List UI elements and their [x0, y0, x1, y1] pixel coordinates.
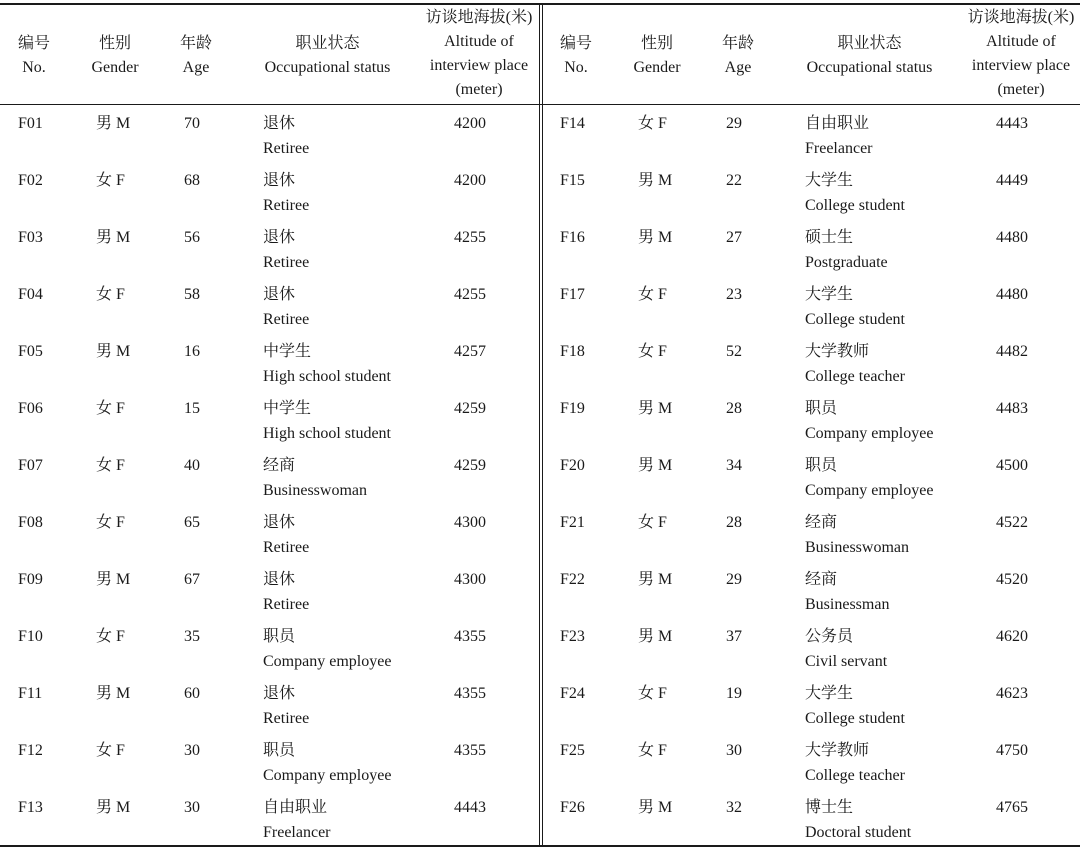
row-no: F04	[18, 286, 43, 303]
row-occupation-en: College teacher	[805, 767, 905, 784]
row-occupation-en: Retiree	[263, 140, 310, 157]
row-age: 15	[184, 400, 200, 417]
row-altitude: 4355	[454, 685, 486, 702]
row-occupation	[805, 567, 889, 617]
row-no: F05	[18, 343, 43, 360]
table-row	[0, 105, 540, 162]
row-occupation-zh: 自由职业	[805, 115, 870, 132]
row-occupation-en: College student	[805, 311, 905, 328]
table-row	[0, 333, 540, 390]
row-occupation-en: Company employee	[263, 767, 392, 784]
row-gender: 女 F	[638, 286, 667, 303]
header-no-zh: 编号	[17, 35, 50, 52]
row-occupation	[805, 282, 905, 332]
row-occupation-zh: 大学生	[805, 286, 854, 303]
header-age-zh: 年龄	[721, 35, 754, 52]
row-no: F21	[560, 514, 585, 531]
row-age: 35	[184, 628, 200, 645]
row-occupation-zh: 硕士生	[805, 229, 854, 246]
header-gender-en: Gender	[633, 59, 681, 76]
row-altitude: 4765	[996, 799, 1028, 816]
row-age: 29	[726, 571, 742, 588]
table-row	[542, 675, 1080, 732]
header-no-en: No.	[22, 59, 46, 76]
row-gender: 女 F	[638, 742, 667, 759]
row-gender: 男 M	[96, 799, 131, 816]
header-altitude-zh: 访谈地海拔(米)	[967, 9, 1075, 26]
row-gender: 女 F	[638, 343, 667, 360]
header-occupation-en: Occupational status	[264, 59, 391, 76]
row-occupation-zh: 大学生	[805, 685, 854, 702]
row-age: 28	[726, 514, 742, 531]
row-occupation-en: Businesswoman	[263, 482, 367, 499]
row-altitude: 4255	[454, 229, 486, 246]
row-no: F23	[560, 628, 585, 645]
row-altitude: 4259	[454, 457, 486, 474]
row-altitude: 4300	[454, 571, 486, 588]
row-no: F13	[18, 799, 43, 816]
table-row	[542, 333, 1080, 390]
row-age: 67	[184, 571, 200, 588]
row-occupation-en: Freelancer	[263, 824, 331, 841]
row-altitude: 4255	[454, 286, 486, 303]
table-row	[0, 219, 540, 276]
header-age-zh: 年龄	[179, 35, 212, 52]
table-row	[0, 789, 540, 846]
row-altitude: 4520	[996, 571, 1028, 588]
row-altitude: 4623	[996, 685, 1028, 702]
table-row	[542, 162, 1080, 219]
row-altitude: 4355	[454, 628, 486, 645]
table-row	[0, 162, 540, 219]
row-age: 16	[184, 343, 200, 360]
row-occupation	[263, 339, 391, 389]
row-altitude: 4620	[996, 628, 1028, 645]
row-altitude: 4480	[996, 229, 1028, 246]
row-occupation-zh: 退休	[263, 229, 296, 246]
row-no: F03	[18, 229, 43, 246]
row-altitude: 4449	[996, 172, 1028, 189]
header-gender	[622, 32, 692, 80]
header-gender-zh: 性别	[640, 35, 673, 52]
row-gender: 女 F	[96, 400, 125, 417]
row-occupation	[805, 339, 905, 389]
table-row	[0, 276, 540, 333]
row-occupation-en: Freelancer	[805, 140, 873, 157]
row-age: 27	[726, 229, 742, 246]
row-gender: 男 M	[638, 571, 673, 588]
row-gender: 男 M	[96, 685, 131, 702]
row-age: 29	[726, 115, 742, 132]
row-no: F16	[560, 229, 585, 246]
row-no: F10	[18, 628, 43, 645]
row-no: F01	[18, 115, 43, 132]
row-gender: 男 M	[96, 115, 131, 132]
table-row	[542, 105, 1080, 162]
row-occupation	[805, 168, 905, 218]
header-altitude	[957, 6, 1080, 102]
row-no: F26	[560, 799, 585, 816]
table-row	[0, 504, 540, 561]
header-no	[554, 32, 598, 80]
row-occupation-en: Businessman	[805, 596, 890, 613]
table-row	[0, 390, 540, 447]
row-occupation	[263, 453, 367, 503]
table-row	[542, 504, 1080, 561]
header-altitude-en: Altitude of	[986, 33, 1056, 50]
header-altitude-en: interview place	[429, 57, 529, 74]
header-altitude-unit: (meter)	[997, 81, 1045, 98]
row-age: 60	[184, 685, 200, 702]
row-gender: 女 F	[96, 172, 125, 189]
header-no-zh: 编号	[559, 35, 592, 52]
table-row	[0, 618, 540, 675]
table-row	[542, 219, 1080, 276]
header-occupation	[787, 32, 952, 80]
row-age: 28	[726, 400, 742, 417]
row-gender: 女 F	[96, 286, 125, 303]
row-occupation-en: Retiree	[263, 596, 310, 613]
row-altitude: 4750	[996, 742, 1028, 759]
header-gender-zh: 性别	[98, 35, 131, 52]
row-occupation-zh: 中学生	[263, 343, 312, 360]
row-occupation-zh: 自由职业	[263, 799, 328, 816]
row-occupation	[263, 567, 309, 617]
row-occupation	[805, 111, 873, 161]
header-occupation-en: Occupational status	[806, 59, 933, 76]
row-occupation	[263, 111, 309, 161]
row-no: F14	[560, 115, 585, 132]
header-occupation	[245, 32, 410, 80]
row-altitude: 4483	[996, 400, 1028, 417]
row-gender: 男 M	[96, 571, 131, 588]
table-right-half	[542, 0, 1080, 850]
row-occupation-zh: 大学生	[805, 172, 854, 189]
header-no-en: No.	[564, 59, 588, 76]
row-gender: 男 M	[638, 172, 673, 189]
row-no: F12	[18, 742, 43, 759]
header-altitude-unit: (meter)	[455, 81, 503, 98]
row-gender: 男 M	[638, 799, 673, 816]
row-occupation-en: Company employee	[805, 482, 934, 499]
row-occupation-zh: 职员	[263, 742, 296, 759]
row-no: F07	[18, 457, 43, 474]
row-age: 30	[726, 742, 742, 759]
row-gender: 男 M	[96, 229, 131, 246]
row-occupation-zh: 退休	[263, 685, 296, 702]
row-age: 23	[726, 286, 742, 303]
row-occupation-en: Company employee	[805, 425, 934, 442]
row-gender: 男 M	[638, 400, 673, 417]
table-row	[542, 561, 1080, 618]
row-no: F25	[560, 742, 585, 759]
header-altitude-en: interview place	[971, 57, 1071, 74]
row-occupation-en: College student	[805, 710, 905, 727]
row-no: F02	[18, 172, 43, 189]
row-gender: 女 F	[638, 115, 667, 132]
row-age: 37	[726, 628, 742, 645]
row-age: 58	[184, 286, 200, 303]
row-occupation	[263, 738, 391, 788]
row-gender: 女 F	[96, 457, 125, 474]
row-no: F09	[18, 571, 43, 588]
row-altitude: 4443	[996, 115, 1028, 132]
table-body-right	[542, 105, 1080, 846]
row-gender: 女 F	[96, 628, 125, 645]
table-row	[0, 732, 540, 789]
row-occupation-en: Retiree	[263, 197, 310, 214]
row-altitude: 4200	[454, 115, 486, 132]
row-altitude: 4200	[454, 172, 486, 189]
row-altitude: 4480	[996, 286, 1028, 303]
row-no: F15	[560, 172, 585, 189]
row-no: F19	[560, 400, 585, 417]
row-occupation-zh: 退休	[263, 172, 296, 189]
table-row	[542, 390, 1080, 447]
header-gender	[80, 32, 150, 80]
row-gender: 女 F	[638, 685, 667, 702]
table-row	[542, 447, 1080, 504]
row-occupation-zh: 退休	[263, 571, 296, 588]
row-occupation-en: High school student	[263, 368, 391, 385]
row-occupation	[805, 795, 911, 845]
row-occupation	[263, 681, 309, 731]
row-occupation	[263, 225, 309, 275]
header-age-en: Age	[724, 59, 752, 76]
row-no: F18	[560, 343, 585, 360]
row-occupation-zh: 经商	[805, 514, 838, 531]
row-gender: 女 F	[638, 514, 667, 531]
table-row	[0, 561, 540, 618]
header-altitude-en: Altitude of	[444, 33, 514, 50]
row-age: 32	[726, 799, 742, 816]
row-occupation	[805, 453, 933, 503]
row-age: 22	[726, 172, 742, 189]
row-occupation-zh: 职员	[263, 628, 296, 645]
row-no: F11	[18, 685, 43, 702]
row-occupation	[805, 396, 933, 446]
row-occupation	[263, 168, 309, 218]
row-occupation	[263, 795, 331, 845]
row-occupation-en: College student	[805, 197, 905, 214]
row-age: 34	[726, 457, 742, 474]
row-occupation-zh: 大学教师	[805, 742, 870, 759]
header-occupation-zh: 职业状态	[295, 35, 360, 52]
row-age: 68	[184, 172, 200, 189]
row-occupation-zh: 退休	[263, 115, 296, 132]
row-gender: 男 M	[638, 457, 673, 474]
row-gender: 男 M	[96, 343, 131, 360]
row-no: F08	[18, 514, 43, 531]
row-occupation	[805, 510, 909, 560]
row-occupation-en: Retiree	[263, 254, 310, 271]
row-occupation	[263, 282, 309, 332]
row-occupation-zh: 职员	[805, 457, 838, 474]
row-age: 52	[726, 343, 742, 360]
row-occupation-en: Retiree	[263, 710, 310, 727]
row-age: 30	[184, 799, 200, 816]
header-age	[168, 32, 224, 80]
row-occupation-zh: 公务员	[805, 628, 854, 645]
table-row	[0, 447, 540, 504]
row-occupation-en: Retiree	[263, 539, 310, 556]
row-occupation-en: Company employee	[263, 653, 392, 670]
row-no: F06	[18, 400, 43, 417]
table-body-left	[0, 105, 540, 846]
row-no: F22	[560, 571, 585, 588]
header-age	[710, 32, 766, 80]
row-occupation-en: Postgraduate	[805, 254, 888, 271]
row-gender: 男 M	[638, 229, 673, 246]
row-age: 56	[184, 229, 200, 246]
row-occupation-zh: 经商	[805, 571, 838, 588]
row-age: 70	[184, 115, 200, 132]
row-no: F20	[560, 457, 585, 474]
row-altitude: 4355	[454, 742, 486, 759]
row-gender: 女 F	[96, 742, 125, 759]
row-altitude: 4522	[996, 514, 1028, 531]
row-occupation-en: Civil servant	[805, 653, 888, 670]
row-occupation-zh: 退休	[263, 514, 296, 531]
row-age: 19	[726, 685, 742, 702]
header-altitude	[415, 6, 543, 102]
row-altitude: 4300	[454, 514, 486, 531]
row-occupation	[263, 624, 391, 674]
row-occupation-zh: 经商	[263, 457, 296, 474]
row-gender: 男 M	[638, 628, 673, 645]
row-occupation-en: Doctoral student	[805, 824, 912, 841]
row-altitude: 4500	[996, 457, 1028, 474]
row-occupation	[805, 225, 888, 275]
row-occupation	[805, 738, 905, 788]
table-row	[542, 618, 1080, 675]
row-occupation	[805, 681, 905, 731]
header-altitude-zh: 访谈地海拔(米)	[425, 9, 533, 26]
row-occupation-en: College teacher	[805, 368, 905, 385]
row-occupation-en: Businesswoman	[805, 539, 909, 556]
header-age-en: Age	[182, 59, 210, 76]
row-occupation	[263, 510, 309, 560]
table-row	[542, 276, 1080, 333]
row-altitude: 4482	[996, 343, 1028, 360]
header-occupation-zh: 职业状态	[837, 35, 902, 52]
row-occupation	[263, 396, 391, 446]
table-row	[542, 789, 1080, 846]
row-altitude: 4259	[454, 400, 486, 417]
row-occupation-zh: 职员	[805, 400, 838, 417]
table-row	[0, 675, 540, 732]
header-gender-en: Gender	[91, 59, 139, 76]
row-occupation-en: Retiree	[263, 311, 310, 328]
row-age: 40	[184, 457, 200, 474]
table-row	[542, 732, 1080, 789]
row-occupation-zh: 退休	[263, 286, 296, 303]
row-occupation-en: High school student	[263, 425, 391, 442]
row-occupation-zh: 大学教师	[805, 343, 870, 360]
row-no: F17	[560, 286, 585, 303]
row-altitude: 4443	[454, 799, 486, 816]
row-age: 30	[184, 742, 200, 759]
row-occupation-zh: 中学生	[263, 400, 312, 417]
row-no: F24	[560, 685, 585, 702]
row-age: 65	[184, 514, 200, 531]
row-occupation	[805, 624, 887, 674]
header-no	[12, 32, 56, 80]
row-occupation-zh: 博士生	[805, 799, 854, 816]
row-gender: 女 F	[96, 514, 125, 531]
row-altitude: 4257	[454, 343, 486, 360]
